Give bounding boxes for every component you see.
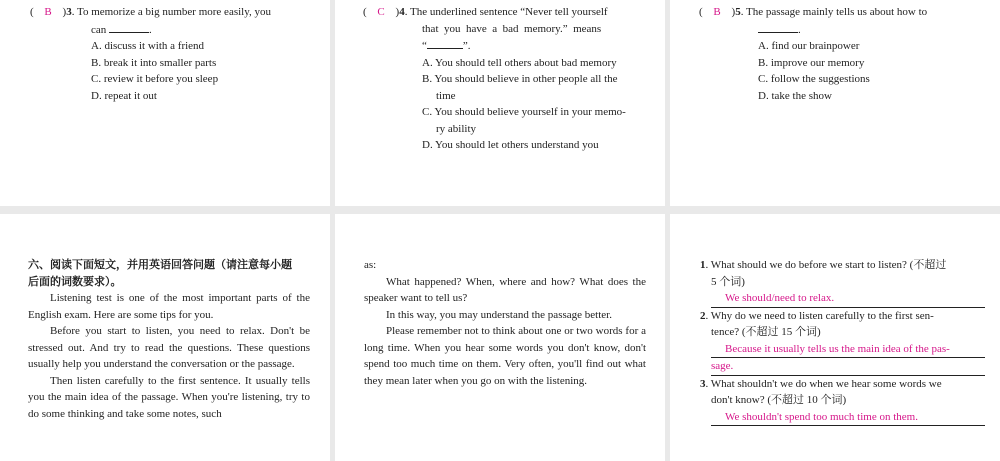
- aq2-text-cont: tence? (不超过 15 个词): [711, 326, 821, 338]
- q3-answer: B: [44, 6, 52, 18]
- passage-para-3: Then listen carefully to the first sentence. It usually tells you the main idea of the passage. When you're listening, try to do some thinking and take some notes, such: [28, 374, 310, 420]
- aq1-answer: We should/need to relax.: [711, 290, 985, 308]
- q5-answer: B: [713, 6, 721, 18]
- q3-option-c: C. review it before you sleep: [91, 73, 219, 85]
- q5-option-a: A. find our brainpower: [758, 40, 860, 52]
- aq3-number: 3: [700, 377, 706, 390]
- q4-option-c: C. You should believe yourself in your memo-: [422, 106, 626, 118]
- aq1-text: . What should we do before we start to listen? (不超过: [705, 259, 947, 271]
- aq2-text: . Why do we need to listen carefully to the first sen-: [705, 309, 934, 322]
- q4-stem: . The underlined sentence “Never tell yourself: [404, 6, 608, 18]
- q3-option-d: D. repeat it out: [91, 89, 157, 102]
- q5-option-b: B. improve our memory: [758, 56, 865, 69]
- answer-list: [700, 257, 985, 426]
- q4-option-c-cont: ry ability: [436, 122, 477, 135]
- q5-close-paren: ): [731, 6, 736, 18]
- answer-item-2: [700, 308, 985, 376]
- answer-item-3: [700, 376, 985, 427]
- q4-close-paren: ): [395, 6, 400, 18]
- q3-close-paren: ): [62, 6, 67, 18]
- aq2-number: 2: [700, 309, 706, 322]
- q4-option-b: B. You should believe in other people all the: [422, 73, 618, 85]
- q4-open-paren: (: [363, 6, 367, 18]
- q3-stem-end: .: [149, 23, 152, 36]
- q5-open-paren: (: [699, 6, 703, 18]
- aq2-answer: Because it usually tells us the main idea of the pas-: [711, 341, 985, 359]
- panel-answers: [670, 214, 1000, 461]
- panel-question-3: [0, 0, 330, 206]
- panel-section-6-passage: [0, 214, 330, 461]
- passage-para-2: Before you start to listen, you need to relax. Don't be stressed out. And try to read the questions. These questions usually help you understand the conversation or the passage.: [28, 325, 310, 370]
- q4-quote-open: “: [422, 40, 427, 52]
- q4-stem-b: that you have a bad memory.” means: [422, 22, 602, 35]
- question-5: [699, 4, 989, 104]
- q5-option-c: C. follow the suggestions: [758, 73, 870, 85]
- aq3-text: . What shouldn't we do when we hear some words we: [705, 377, 942, 390]
- q3-stem-b: can: [91, 23, 107, 36]
- q5-number: 5: [735, 6, 741, 18]
- section-heading-cont: 后面的词数要求）。: [28, 275, 122, 288]
- q5-option-d: D. take the show: [758, 89, 832, 102]
- aq1-text-cont: 5 个词): [711, 275, 745, 288]
- section-heading: 六、阅读下面短文，并用英语回答问题（请注意每小题: [28, 259, 292, 271]
- answer-item-1: [700, 257, 985, 308]
- passage-para-4: What happened? When, where and how? What does the speaker want to tell us?: [364, 275, 646, 304]
- q3-blank: [109, 21, 149, 33]
- aq3-answer: We shouldn't spend too much time on them.: [711, 409, 985, 427]
- q4-number: 4: [399, 6, 405, 18]
- q3-option-a: A. discuss it with a friend: [91, 40, 205, 52]
- aq2-answer-cont: sage.: [711, 358, 985, 376]
- passage-part-1: [28, 257, 310, 422]
- q5-blank: [758, 21, 798, 33]
- q5-stem: . The passage mainly tells us about how to: [740, 6, 928, 18]
- q4-blank: [427, 37, 463, 49]
- panel-question-4: [335, 0, 665, 206]
- passage-para-5: In this way, you may understand the passage better.: [386, 308, 612, 321]
- q5-stem-end: .: [798, 23, 801, 36]
- question-4: [363, 4, 653, 154]
- passage-para-1: Listening test is one of the most important parts of the English exam. Here are some tips for you.: [28, 292, 310, 321]
- q4-option-b-cont: time: [436, 89, 456, 102]
- q3-number: 3: [66, 6, 72, 18]
- passage-part-2: [364, 257, 646, 389]
- q3-open-paren: (: [30, 6, 34, 18]
- q4-option-d: D. You should let others understand you: [422, 139, 599, 151]
- q4-option-a: A. You should tell others about bad memory: [422, 56, 617, 69]
- q4-answer: C: [377, 6, 385, 18]
- question-3: [30, 4, 315, 104]
- q3-option-b: B. break it into smaller parts: [91, 56, 217, 69]
- passage-line-as: as:: [364, 259, 377, 271]
- q4-quote-close: ”.: [462, 40, 471, 52]
- panel-passage-continued: [335, 214, 665, 461]
- panel-question-5: [670, 0, 1000, 206]
- aq3-text-cont: don't know? (不超过 10 个词): [711, 394, 847, 406]
- aq1-number: 1: [700, 259, 706, 271]
- passage-para-6: Please remember not to think about one or two words for a long time. When you hear some words you don't know, don't spend too much time on them. Very often, you'll find out what they mean later when you go on with the listening.: [364, 325, 646, 387]
- q3-stem: . To memorize a big number more easily, you: [71, 6, 272, 18]
